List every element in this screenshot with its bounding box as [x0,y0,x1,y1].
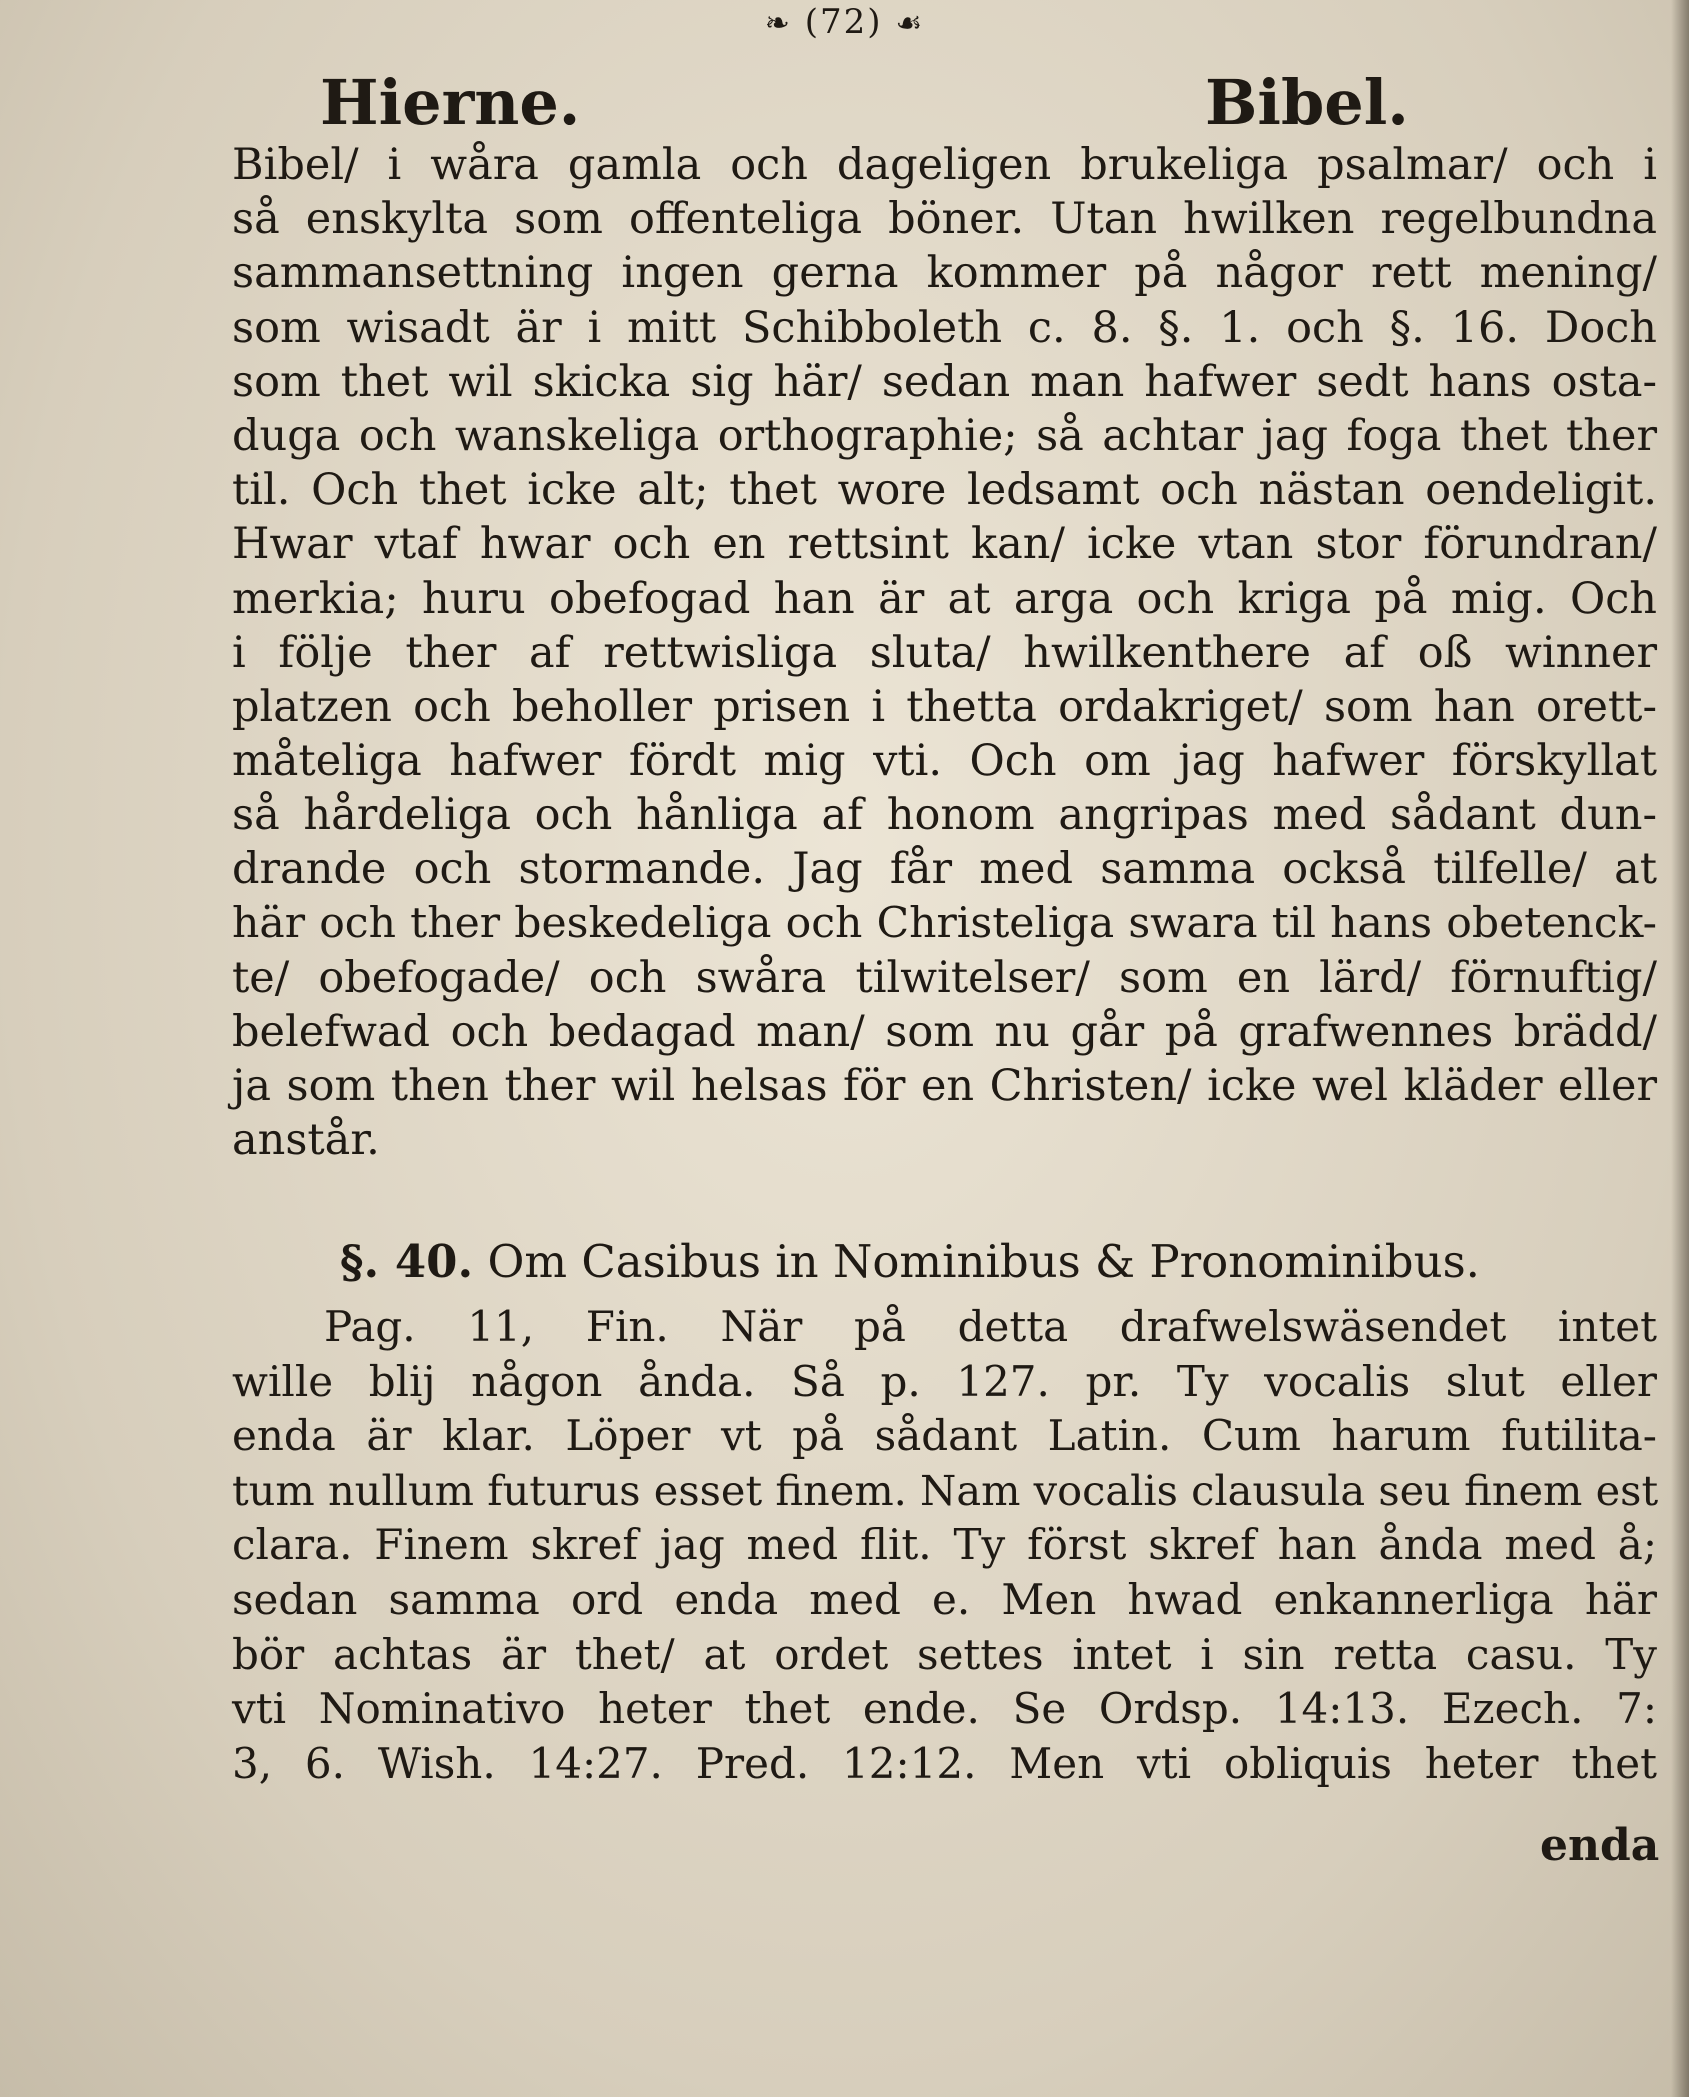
text-line: som thet wil skicka sig här/ sedan man hafwer sedt hans osta- [232,356,1657,407]
text-line: så enskylta som offenteliga böner. Utan hwilken regelbundna [232,194,1657,245]
text-line: måteliga hafwer fördt mig vti. Och om jag hafwer förskyllat [232,736,1657,787]
page-spine-shadow [1671,0,1689,2097]
text-line: så hårdeliga och hånliga af honom angripas med sådant dun- [232,790,1657,841]
text-line: bör achtas är thet/ at ordet settes intet i sin retta casu. Ty [232,1629,1657,1679]
text-line: ja som then ther wil helsas för en Christen/ icke wel kläder eller [232,1061,1657,1112]
running-head-right: Bibel. [1205,66,1409,139]
page-number: (72) [804,2,883,42]
ornament-left-icon: ❧ [764,6,792,41]
paragraph [232,138,1657,1168]
text-line: belefwad och bedagad man/ som nu går på grafwennes brädd/ [232,1007,1657,1057]
ornament-right-icon: ☙ [895,6,925,41]
text-line: Bibel/ i wåra gamla och dageligen brukeliga psalmar/ och i [232,140,1657,190]
text-line: drande och stormande. Jag får med samma också tilfelle/ at [232,844,1657,895]
text-line: enda är klar. Löper vt på sådant Latin. Cum harum futilita- [232,1411,1657,1461]
text-line: vti Nominativo heter thet ende. Se Ordsp. 14:13. Ezech. 7: [232,1684,1657,1734]
text-line: til. Och thet icke alt; thet wore ledsamt och nästan oendeligit. [232,465,1657,516]
section-title: Om Casibus in Nominibus & Pronominibus. [487,1235,1480,1288]
text-line: duga och wanskeliga orthographie; så achtar jag foga thet ther [232,410,1657,461]
text-line: merkia; huru obefogad han är at arga och kriga på mig. Och [232,573,1657,624]
text-line: 3, 6. Wish. 14:27. Pred. 12:12. Men vti obliquis heter thet [232,1738,1657,1788]
text-line: platzen och beholler prisen i thetta ordakriget/ som han orett- [232,681,1657,732]
section-paragraph [232,1300,1657,1791]
text-line: sedan samma ord enda med e. Men hwad enkannerliga här [232,1574,1657,1624]
running-head-left: Hierne. [320,66,581,139]
catchword: enda [1540,1820,1660,1871]
text-line: te/ obefogade/ och swåra tilwitelser/ som en lärd/ förnuftig/ [232,952,1657,1003]
text-line: anstår. [232,1115,380,1166]
text-line: sammansettning ingen gerna kommer på någor rett mening/ [232,248,1657,299]
section-mark: §. 40. [340,1235,474,1288]
text-line: Pag. 11, Fin. När på detta drafwelswäsendet intet [324,1302,1657,1351]
text-line: wille blij någon ånda. Så p. 127. pr. Ty vocalis slut eller [232,1356,1657,1406]
text-line: Hwar vtaf hwar och en rettsint kan/ icke vtan stor förundran/ [232,519,1657,570]
text-line: som wisadt är i mitt Schibboleth c. 8. §. 1. och §. 16. Doch [232,302,1657,353]
page-number-header [0,2,1689,42]
text-line: tum nullum futurus esset finem. Nam vocalis clausula seu finem est [232,1465,1659,1515]
text-line: clara. Finem skref jag med flit. Ty först skref han ånda med å; [232,1520,1657,1570]
section-heading [340,1232,1480,1292]
text-line: i följe ther af rettwisliga sluta/ hwilkenthere af oß winner [232,627,1657,678]
text-line: här och ther beskedeliga och Christeliga swara til hans obetenck- [232,898,1657,948]
